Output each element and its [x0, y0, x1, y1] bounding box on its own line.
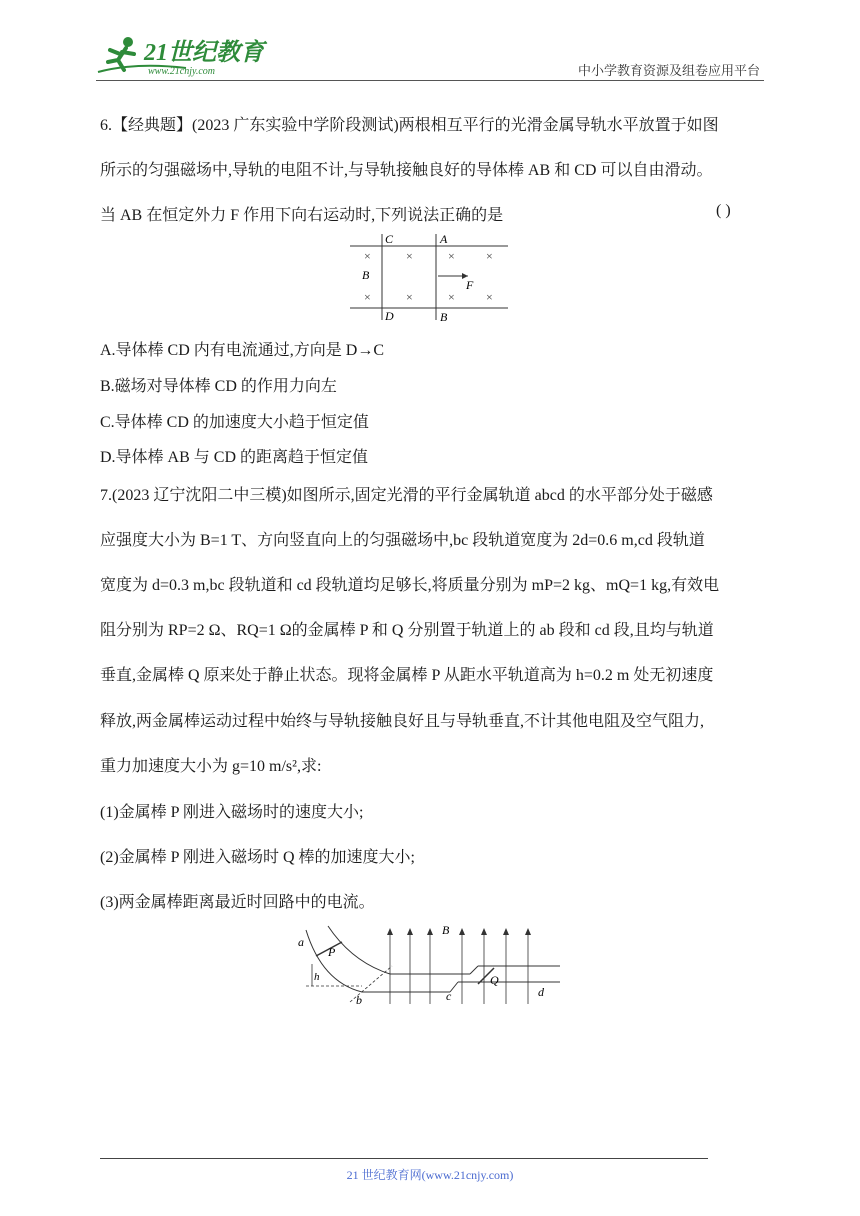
label-b: b [356, 993, 362, 1007]
label-c: c [446, 989, 452, 1003]
q7-subquestion-2: (2)金属棒 P 刚进入磁场时 Q 棒的加速度大小; [100, 849, 415, 866]
cross-mark: × [406, 290, 413, 304]
label-B: B [440, 310, 448, 324]
q7-line-4: 阻分别为 RP=2 Ω、RQ=1 Ω的金属棒 P 和 Q 分别置于轨道上的 ab 段和 cd 段,且均与轨道 [100, 622, 714, 639]
q7-figure [292, 922, 564, 1008]
header-divider [96, 80, 764, 81]
field-crosses [364, 249, 493, 304]
q6-line-2: 所示的匀强磁场中,导轨的电阻不计,与导轨接触良好的导体棒 AB 和 CD 可以自由滑动。 [100, 162, 713, 179]
field-arrowheads [387, 928, 531, 935]
q6-figure [346, 230, 516, 325]
cross-mark: × [364, 290, 371, 304]
logo-text: 21世纪教育 [144, 40, 264, 66]
cross-mark: × [448, 290, 455, 304]
cross-mark: × [448, 249, 455, 263]
page-header [0, 0, 860, 82]
rail-step-back [470, 966, 478, 974]
cross-mark: × [364, 249, 371, 263]
q7-line-2: 应强度大小为 B=1 T、方向竖直向上的匀强磁场中,bc 段轨道宽度为 2d=0.6 m,cd 段轨道 [100, 532, 705, 549]
cross-mark: × [486, 249, 493, 263]
field-arrows [390, 930, 528, 1004]
q7-line-3: 宽度为 d=0.3 m,bc 段轨道和 cd 段轨道均足够长,将质量分别为 mP=2 kg、mQ=1 kg,有效电 [100, 577, 720, 594]
label-C: C [385, 232, 394, 246]
label-a: a [298, 935, 304, 949]
q7-line-6: 释放,两金属棒运动过程中始终与导轨接触良好且与导轨垂直,不计其他电阻及空气阻力, [100, 713, 705, 730]
q6-option-d: D.导体棒 AB 与 CD 的距离趋于恒定值 [100, 449, 369, 466]
q6-answer-blank: ( ) [716, 202, 731, 219]
q7-line-1: 7.(2023 辽宁沈阳二中三模)如图所示,固定光滑的平行金属轨道 abcd 的水平部分处于磁感 [100, 487, 713, 504]
label-F: F [466, 278, 474, 292]
label-h: h [314, 971, 320, 983]
site-logo [96, 32, 276, 78]
q6-option-b: B.磁场对导体棒 CD 的作用力向左 [100, 378, 337, 395]
curved-rail-back [328, 926, 390, 974]
label-D: D [385, 309, 394, 323]
label-d: d [538, 985, 544, 999]
cross-mark: × [486, 290, 493, 304]
footer-link[interactable]: 21 世纪教育网(www.21cnjy.com) [346, 1168, 514, 1182]
q7-line-7: 重力加速度大小为 g=10 m/s²,求: [100, 758, 322, 775]
q6-line-3: 当 AB 在恒定外力 F 作用下向右运动时,下列说法正确的是 [100, 207, 504, 224]
q6-option-c: C.导体棒 CD 的加速度大小趋于恒定值 [100, 414, 369, 431]
header-platform-name: 中小学教育资源及组卷应用平台 [577, 64, 760, 79]
logo-url: www.21cnjy.com [148, 66, 216, 77]
label-field-B: B [442, 923, 450, 937]
label-P: P [328, 945, 336, 959]
footer-divider [100, 1158, 708, 1159]
label-Q: Q [490, 973, 499, 987]
label-field-B: B [362, 268, 370, 282]
q7-subquestion-1: (1)金属棒 P 刚进入磁场时的速度大小; [100, 804, 364, 821]
q7-subquestion-3: (3)两金属棒距离最近时回路中的电流。 [100, 894, 375, 911]
label-A: A [440, 232, 448, 246]
q6-line-1: 6.【经典题】(2023 广东实验中学阶段测试)两根相互平行的光滑金属导轨水平放置于如图 [100, 117, 719, 134]
q7-line-5: 垂直,金属棒 Q 原来处于静止状态。现将金属棒 P 从距水平轨道高为 h=0.2 m 处无初速度 [100, 667, 714, 684]
q6-option-a: A.导体棒 CD 内有电流通过,方向是 D→C [100, 342, 385, 359]
cross-mark: × [406, 249, 413, 263]
